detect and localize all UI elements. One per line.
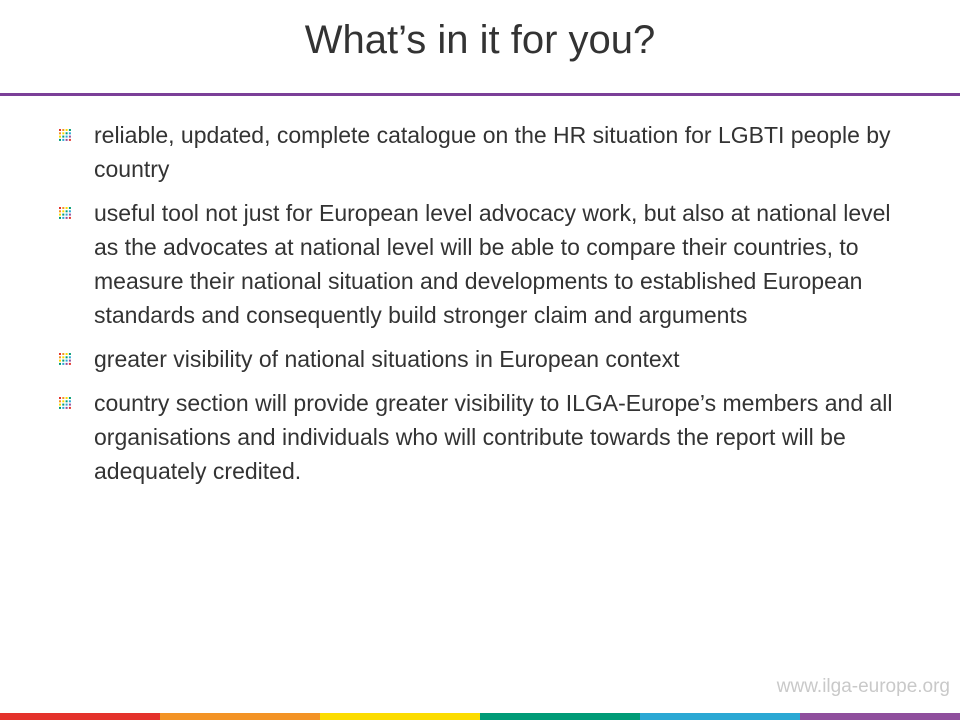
rainbow-segment — [320, 713, 480, 720]
slide-title: What’s in it for you? — [304, 18, 656, 62]
bullet-text: useful tool not just for European level advocacy work, but also at national level as the advocates at national level will be able to compare their countries, to measure their national situation and developments to established European standards and consequently build stronger claim and arguments — [94, 200, 891, 328]
bullet-item — [58, 118, 918, 186]
rainbow-grid-icon — [58, 206, 72, 220]
rainbow-grid-icon — [58, 396, 72, 410]
bullet-list — [58, 118, 918, 498]
bullet-item — [58, 342, 918, 376]
rainbow-segment — [800, 713, 960, 720]
rainbow-stripe — [0, 713, 960, 720]
title-divider — [0, 93, 960, 96]
rainbow-grid-icon — [58, 352, 72, 366]
bullet-item — [58, 386, 918, 488]
rainbow-segment — [160, 713, 320, 720]
footer-url: www.ilga-europe.org — [776, 676, 950, 697]
rainbow-segment — [480, 713, 640, 720]
rainbow-grid-icon — [58, 128, 72, 142]
rainbow-segment — [0, 713, 160, 720]
bullet-text: country section will provide greater visibility to ILGA-Europe’s members and all organisations and individuals who will contribute towards the report will be adequately credited. — [94, 390, 893, 484]
bullet-text: greater visibility of national situations in European context — [94, 346, 680, 372]
bullet-text: reliable, updated, complete catalogue on the HR situation for LGBTI people by country — [94, 122, 891, 182]
rainbow-segment — [640, 713, 800, 720]
bullet-item — [58, 196, 918, 332]
